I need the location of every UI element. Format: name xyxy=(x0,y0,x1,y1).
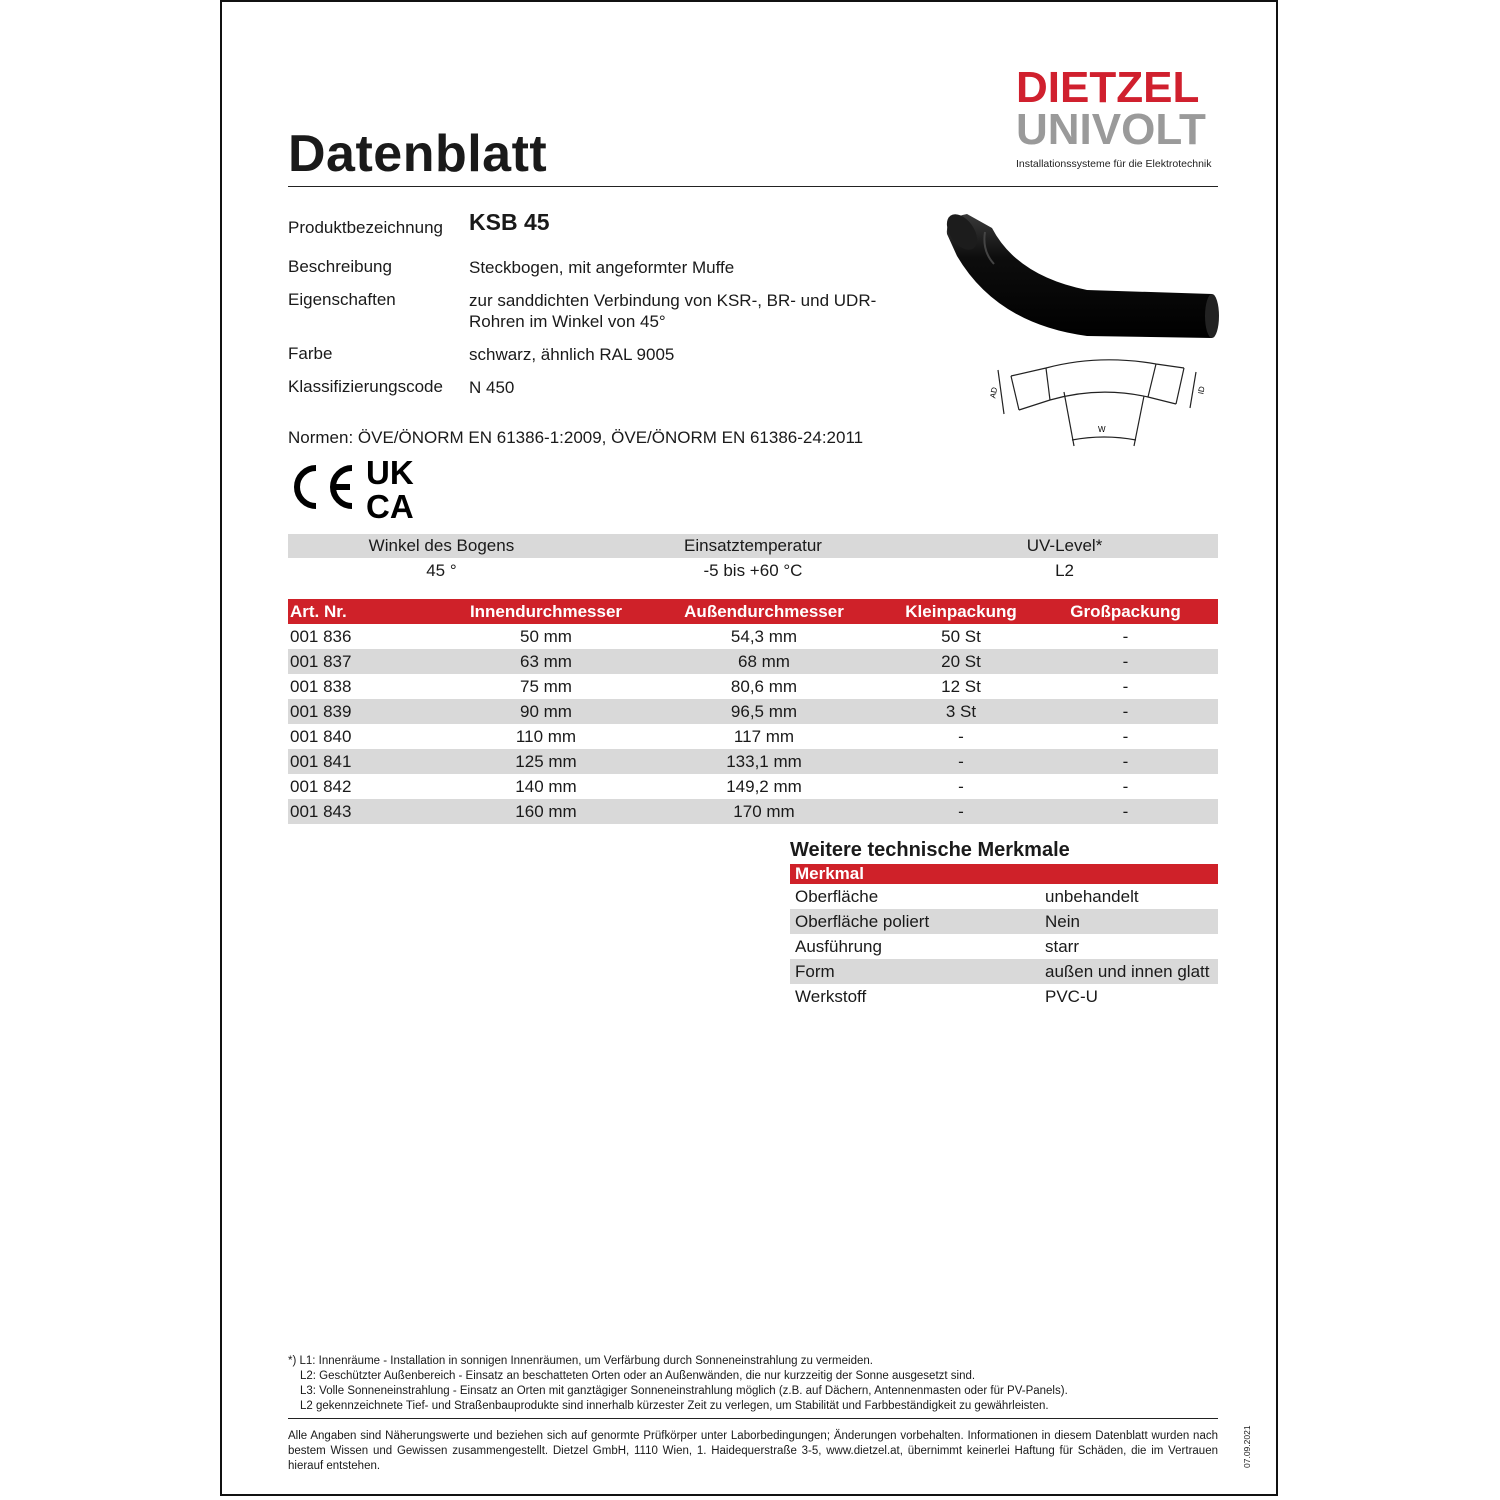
table-cell: 001 843 xyxy=(288,799,453,824)
footnote-l2: L2: Geschützter Außenbereich - Einsatz an beschatteten Orten oder an Außenwänden, die nur kurzzeitig der Sonne ausgesetzt sind. xyxy=(300,1370,976,1382)
tech-header: Merkmal xyxy=(790,864,1218,884)
tech-header-row xyxy=(790,864,1218,884)
table-cell: 75 mm xyxy=(520,676,572,696)
tech-key: Oberfläche poliert xyxy=(790,909,1040,934)
table-cell: 54,3 mm xyxy=(730,626,798,646)
drawing-label-w: W xyxy=(1098,425,1106,434)
uv-footnotes xyxy=(288,1354,1218,1414)
table-cell: 001 841 xyxy=(288,749,453,774)
properties-value: zur sanddichten Verbindung von KSR-, BR- und UDR-Rohren im Winkel von 45° xyxy=(469,291,877,331)
article-header: Kleinpackung xyxy=(889,599,1033,624)
tech-table xyxy=(790,864,1218,1009)
drawing-label-ad: AD xyxy=(988,386,1000,399)
table-cell: 160 mm xyxy=(453,799,639,824)
color-label: Farbe xyxy=(288,344,333,363)
article-header-row xyxy=(288,599,1218,624)
logo-line-1: DIETZEL xyxy=(1016,63,1200,112)
title-divider xyxy=(288,186,1218,187)
table-cell: 3 St xyxy=(889,699,1033,724)
table-row xyxy=(790,959,1218,984)
table-cell: 149,2 mm xyxy=(726,776,802,796)
table-row xyxy=(288,724,1218,749)
classification-label: Klassifizierungscode xyxy=(288,377,443,396)
document-date: 07.09.2021 xyxy=(1242,1425,1252,1468)
table-cell: 117 mm xyxy=(733,726,795,746)
standards-line: Normen: ÖVE/ÖNORM EN 61386-1:2009, ÖVE/ÖNORM EN 61386-24:2011 xyxy=(288,428,864,447)
spec-value: -5 bis +60 °C xyxy=(703,561,803,580)
datasheet-page xyxy=(220,0,1278,1496)
table-cell: 80,6 mm xyxy=(730,676,798,696)
article-header: Art. Nr. xyxy=(288,599,453,624)
table-cell: 140 mm xyxy=(515,776,577,796)
table-cell: 63 mm xyxy=(453,649,639,674)
table-cell: 12 St xyxy=(941,676,981,696)
tech-value: außen und innen glatt xyxy=(1040,959,1218,984)
footnote-l4: L2 gekennzeichnete Tief- und Straßenbauprodukte sind innerhalb kürzester Zeit zu verlegen, um Stabilität und Farbbeständigkeit zu gewährleisten. xyxy=(300,1400,1049,1412)
company-logo xyxy=(1016,63,1218,170)
footnote-l1: *) L1: Innenräume - Installation in sonnigen Innenräumen, um Verfärbung durch Sonneneinstrahlung zu vermeiden. xyxy=(288,1355,873,1367)
table-row xyxy=(288,649,1218,674)
article-table xyxy=(288,599,1218,824)
tech-key: Werkstoff xyxy=(795,986,867,1006)
table-cell: - xyxy=(1033,749,1218,774)
description-label: Beschreibung xyxy=(288,257,392,276)
pipe-bend-drawing xyxy=(984,350,1214,456)
table-row xyxy=(288,699,1218,724)
table-cell: - xyxy=(1122,726,1129,746)
table-cell: - xyxy=(958,726,964,746)
table-cell: 96,5 mm xyxy=(639,699,889,724)
table-cell: 90 mm xyxy=(453,699,639,724)
table-cell: - xyxy=(889,749,1033,774)
tech-value: PVC-U xyxy=(1045,986,1098,1006)
table-cell: - xyxy=(1122,776,1129,796)
footnote-l3: L3: Volle Sonneneinstrahlung - Einsatz an Orten mit ganztägiger Sonneneinstrahlung möglich (z.B. auf Dächern, Antennenmasten oder für PV-Panels). xyxy=(300,1385,1068,1397)
table-cell: - xyxy=(1122,626,1129,646)
tech-key: Form xyxy=(790,959,1040,984)
tech-key: Ausführung xyxy=(795,936,882,956)
product-name-value: KSB 45 xyxy=(469,209,550,235)
table-cell: 50 St xyxy=(941,626,981,646)
ukca-top: UK xyxy=(366,454,414,491)
classification-value: N 450 xyxy=(469,378,515,397)
logo-tagline: Installationssysteme für die Elektrotechnik xyxy=(1016,158,1212,170)
table-cell: - xyxy=(958,776,964,796)
table-cell: 50 mm xyxy=(520,626,572,646)
tech-key: Oberfläche xyxy=(795,886,879,906)
table-cell: - xyxy=(889,799,1033,824)
drawing-label-id: ID xyxy=(1196,385,1207,395)
spec-value: L2 xyxy=(1055,561,1074,580)
table-row xyxy=(288,624,1218,649)
article-header: Außendurchmesser xyxy=(639,599,889,624)
table-row xyxy=(790,934,1218,959)
table-cell: - xyxy=(1033,699,1218,724)
spec-header: UV-Level* xyxy=(911,534,1218,558)
color-value: schwarz, ähnlich RAL 9005 xyxy=(469,345,675,364)
table-cell: 001 838 xyxy=(290,676,352,696)
article-header: Innendurchmesser xyxy=(453,599,639,624)
table-row xyxy=(288,799,1218,824)
table-row xyxy=(288,749,1218,774)
spec-value: 45 ° xyxy=(426,561,457,580)
table-cell: 68 mm xyxy=(639,649,889,674)
tech-value: Nein xyxy=(1040,909,1218,934)
table-cell: - xyxy=(1033,799,1218,824)
table-cell: 125 mm xyxy=(453,749,639,774)
spec-value-row xyxy=(288,558,1218,584)
spec-header-row xyxy=(288,534,1218,558)
logo-line-2: UNIVOLT xyxy=(1016,105,1206,154)
table-cell: 001 839 xyxy=(288,699,453,724)
table-cell: 20 St xyxy=(889,649,1033,674)
spec-header: Einsatztemperatur xyxy=(595,534,911,558)
spec-header: Winkel des Bogens xyxy=(288,534,595,558)
spec-table xyxy=(288,534,1218,584)
table-cell: - xyxy=(1122,676,1129,696)
disclaimer: Alle Angaben sind Näherungswerte und beziehen sich auf genormte Prüfkörper unter Laborbedingungen; Änderungen vorbehalten. Informationen in diesem Datenblatt wurden nach bestem Wissen und Gewissen zusammengestellt. Dietzel GmbH, 1110 Wien, 1. Haidequerstraße 3-5, www.dietzel.at, übernimmt keinerlei Haftung für Schäden, die im Vertrauen hierauf entstehen. xyxy=(288,1430,1218,1472)
table-cell: 001 836 xyxy=(290,626,352,646)
table-cell: 001 842 xyxy=(290,776,352,796)
table-row xyxy=(790,884,1218,909)
table-cell: 001 840 xyxy=(290,726,352,746)
certification-marks xyxy=(288,454,438,524)
description-value: Steckbogen, mit angeformter Muffe xyxy=(469,258,735,277)
table-row xyxy=(790,984,1218,1009)
footer-divider xyxy=(288,1418,1218,1419)
ukca-bottom: CA xyxy=(366,488,414,524)
tech-value: starr xyxy=(1045,936,1079,956)
tech-value: unbehandelt xyxy=(1045,886,1139,906)
table-row xyxy=(790,909,1218,934)
table-cell: 001 837 xyxy=(288,649,453,674)
ce-mark-icon xyxy=(297,468,352,506)
page-title: Datenblatt xyxy=(288,125,548,183)
pipe-bend-photo xyxy=(937,206,1222,346)
table-row xyxy=(288,674,1218,699)
table-cell: - xyxy=(1033,649,1218,674)
product-name-label: Produktbezeichnung xyxy=(288,218,444,237)
table-cell: 133,1 mm xyxy=(639,749,889,774)
properties-label: Eigenschaften xyxy=(288,290,396,309)
table-cell: 170 mm xyxy=(639,799,889,824)
table-row xyxy=(288,774,1218,799)
article-header: Großpackung xyxy=(1033,599,1218,624)
ukca-mark-icon xyxy=(366,454,414,524)
table-cell: 110 mm xyxy=(515,726,577,746)
tech-section-title: Weitere technische Merkmale xyxy=(790,839,1070,861)
